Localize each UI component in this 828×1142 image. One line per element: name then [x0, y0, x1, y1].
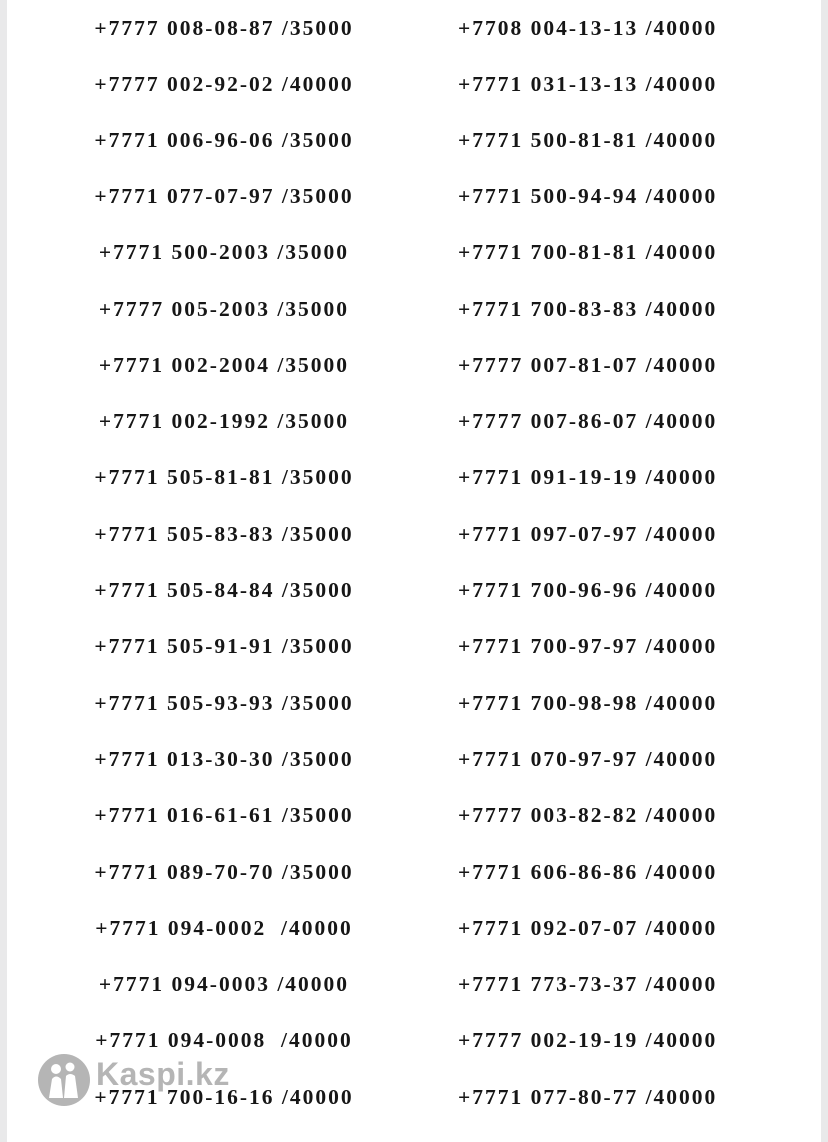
- phone-price-row: +7771 505-84-84 /35000: [94, 578, 354, 602]
- phone-price-row: +7771 606-86-86 /40000: [458, 860, 718, 884]
- phone-price-row: +7771 700-98-98 /40000: [458, 691, 718, 715]
- phone-price-row: +7771 094-0003 /40000: [98, 972, 350, 996]
- phone-price-row: +7771 002-2004 /35000: [98, 353, 350, 377]
- phone-price-row: +7777 002-92-02 /40000: [94, 72, 354, 96]
- document-page: [7, 0, 821, 1142]
- phone-price-row: +7771 077-80-77 /40000: [458, 1085, 718, 1109]
- phone-price-row: +7771 500-94-94 /40000: [458, 184, 718, 208]
- phone-price-row: +7708 004-13-13 /40000: [458, 16, 718, 40]
- phone-price-row: +7771 700-97-97 /40000: [458, 634, 718, 658]
- phone-price-row: +7771 700-96-96 /40000: [458, 578, 718, 602]
- phone-price-row: +7771 505-93-93 /35000: [94, 691, 354, 715]
- phone-price-row: +7771 094-0002 /40000: [95, 916, 353, 940]
- phone-price-row: +7771 094-0008 /40000: [95, 1028, 353, 1052]
- phone-price-row: +7771 505-83-83 /35000: [94, 522, 354, 546]
- phone-price-row: +7771 002-1992 /35000: [98, 409, 350, 433]
- phone-price-row: +7771 773-73-37 /40000: [458, 972, 718, 996]
- phone-price-row: +7771 070-97-97 /40000: [458, 747, 718, 771]
- phone-price-row: +7777 008-08-87 /35000: [94, 16, 354, 40]
- phone-price-row: +7771 700-16-16 /40000: [94, 1085, 354, 1109]
- phone-price-row: +7771 097-07-97 /40000: [458, 522, 718, 546]
- phone-price-row: +7771 505-91-91 /35000: [94, 634, 354, 658]
- phone-price-row: +7771 077-07-97 /35000: [94, 184, 354, 208]
- phone-price-row: +7777 007-86-07 /40000: [458, 409, 718, 433]
- phone-price-row: +7777 005-2003 /35000: [98, 297, 350, 321]
- phone-price-row: +7777 003-82-82 /40000: [458, 803, 718, 827]
- phone-price-row: +7771 006-96-06 /35000: [94, 128, 354, 152]
- phone-price-row: +7771 031-13-13 /40000: [458, 72, 718, 96]
- phone-price-row: +7771 500-81-81 /40000: [458, 128, 718, 152]
- watermark-text: Kaspi.kz: [96, 1056, 230, 1092]
- phone-price-row: +7771 092-07-07 /40000: [458, 916, 718, 940]
- phone-price-row: +7771 500-2003 /35000: [98, 240, 350, 264]
- phone-price-row: +7771 091-19-19 /40000: [458, 465, 718, 489]
- phone-price-row: +7777 002-19-19 /40000: [458, 1028, 718, 1052]
- phone-price-row: +7771 089-70-70 /35000: [94, 860, 354, 884]
- phone-price-row: +7771 013-30-30 /35000: [94, 747, 354, 771]
- phone-price-row: +7771 700-83-83 /40000: [458, 297, 718, 321]
- phone-price-row: +7771 016-61-61 /35000: [94, 803, 354, 827]
- phone-price-row: +7771 700-81-81 /40000: [458, 240, 718, 264]
- phone-price-row: +7771 505-81-81 /35000: [94, 465, 354, 489]
- phone-price-row: +7777 007-81-07 /40000: [458, 353, 718, 377]
